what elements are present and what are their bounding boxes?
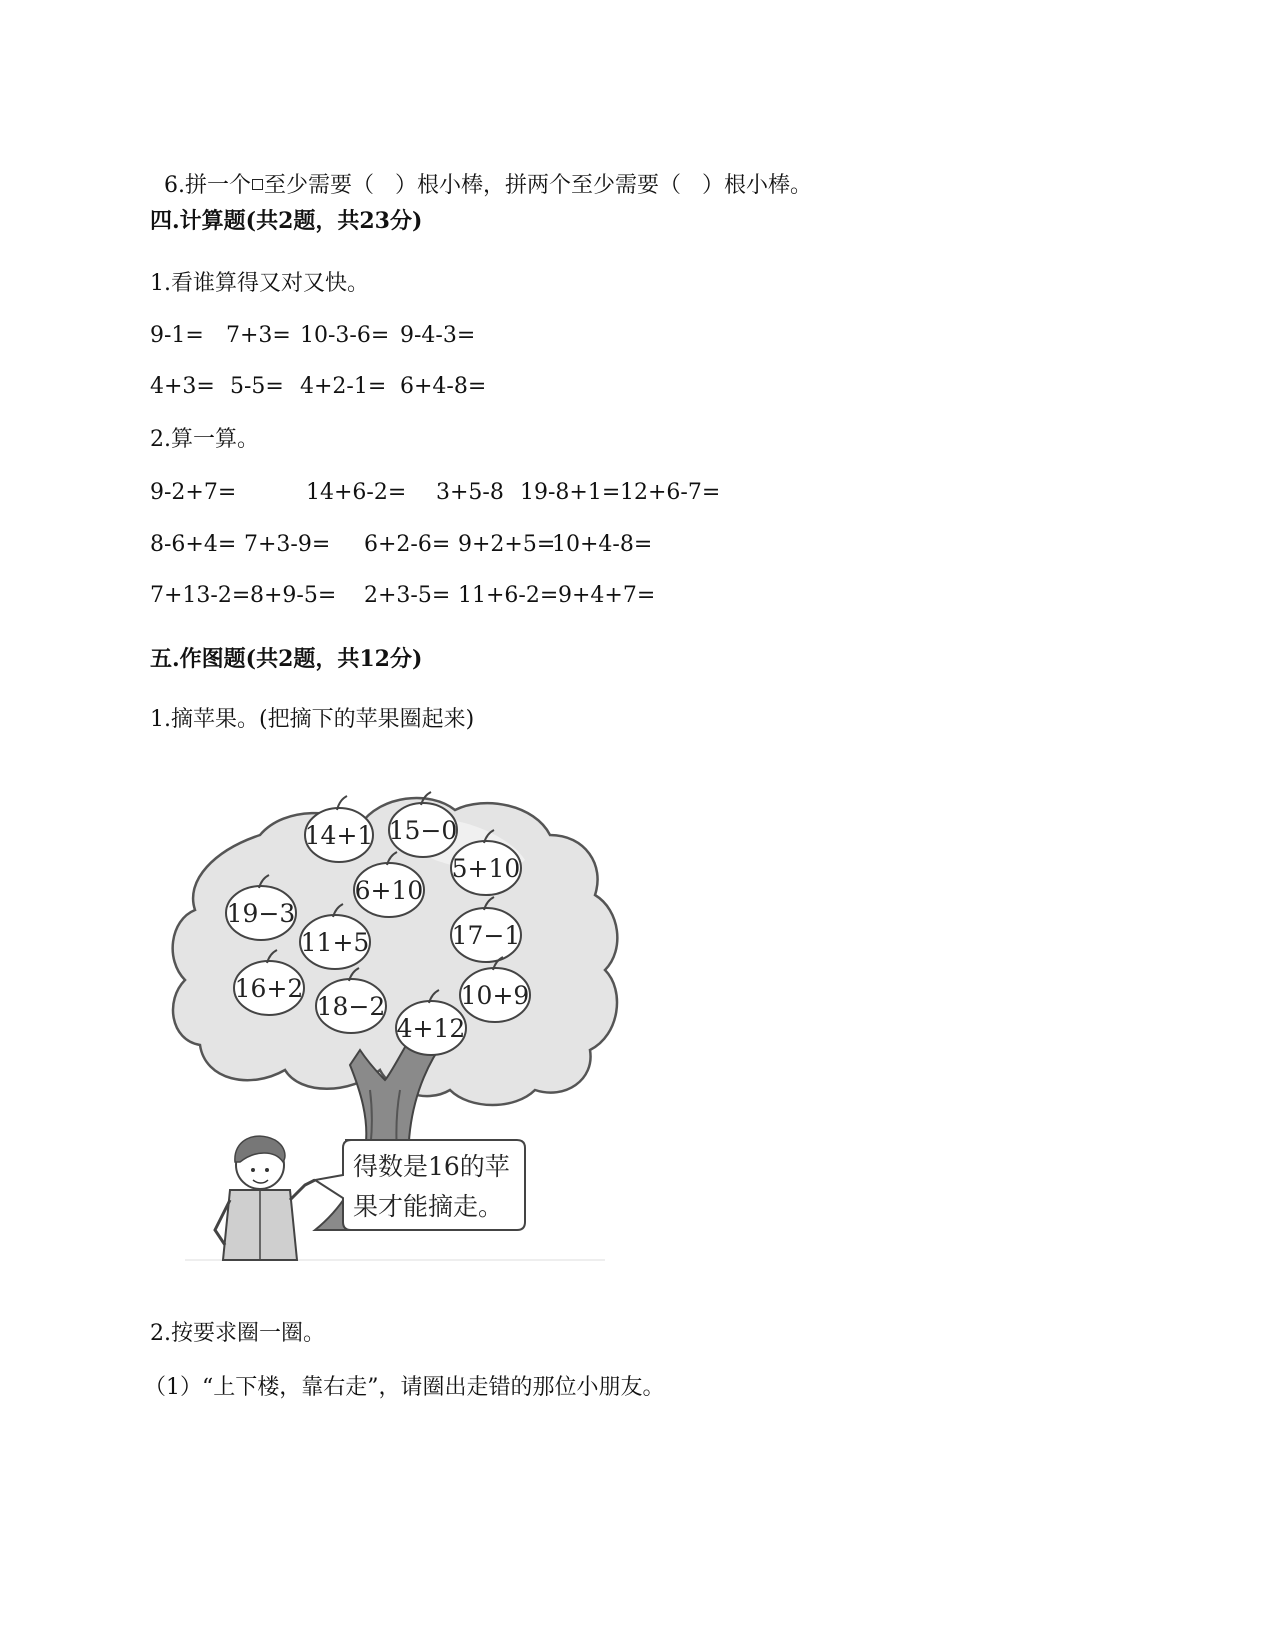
equation: 12+6-7= <box>620 480 721 505</box>
equation: 4+3= <box>150 374 215 399</box>
question-6-text-after: 至少需要（ ）根小棒，拼两个至少需要（ ）根小棒。 <box>264 173 812 198</box>
question-4-1-row-1 <box>150 322 750 350</box>
question-4-2-title: 2.算一算。 <box>150 427 259 452</box>
apple-label: 15−0 <box>388 816 458 845</box>
boy-figure <box>215 1136 315 1260</box>
equation: 9-4-3= <box>400 323 476 348</box>
question-6-text-before: 6.拼一个 <box>164 173 251 198</box>
apple-label: 5+10 <box>451 854 521 883</box>
question-4-2-row-2 <box>150 531 850 559</box>
apple-label: 17−1 <box>451 921 521 950</box>
equation: 7+13-2= <box>150 583 251 608</box>
equation: 7+3= <box>226 323 291 348</box>
question-5-1-title: 1.摘苹果。(把摘下的苹果圈起来) <box>150 707 475 732</box>
apple-tree-illustration <box>165 790 635 1320</box>
equation: 3+5-8 <box>436 480 504 505</box>
equation: 8-6+4= <box>150 532 237 557</box>
equation: 11+6-2= <box>458 583 559 608</box>
equation: 6+2-6= <box>364 532 451 557</box>
question-4-1-row-2 <box>150 373 750 401</box>
apple <box>305 796 374 862</box>
speech-bubble <box>315 1140 525 1230</box>
question-5-2-sub-1: （1）“上下楼，靠右走”，请圈出走错的那位小朋友。 <box>144 1375 665 1400</box>
question-4-2-row-3 <box>150 582 850 610</box>
apple-tree-drawing <box>165 790 635 1320</box>
equation: 8+9-5= <box>250 583 337 608</box>
equation: 10-3-6= <box>300 323 390 348</box>
equation: 6+4-8= <box>400 374 487 399</box>
apple-label: 14+1 <box>304 821 374 850</box>
equation: 5-5= <box>230 374 284 399</box>
speech-line-2: 果才能摘走。 <box>353 1192 504 1221</box>
apple-label: 6+10 <box>354 876 424 905</box>
equation: 10+4-8= <box>552 532 653 557</box>
speech-line-1: 得数是16的苹 <box>353 1152 510 1181</box>
square-shape-icon <box>252 179 263 190</box>
equation: 2+3-5= <box>364 583 451 608</box>
equation: 9-1= <box>150 323 204 348</box>
apple-label: 10+9 <box>460 981 530 1010</box>
apple-label: 11+5 <box>300 928 370 957</box>
equation: 9-2+7= <box>150 480 237 505</box>
question-5-2-title: 2.按要求圈一圈。 <box>150 1321 325 1346</box>
apple-label: 4+12 <box>396 1014 466 1043</box>
equation: 7+3-9= <box>244 532 331 557</box>
equation: 14+6-2= <box>306 480 407 505</box>
equation: 4+2-1= <box>300 374 387 399</box>
section-5-heading: 五.作图题(共2题，共12分) <box>150 646 423 672</box>
question-4-2-row-1 <box>150 479 850 507</box>
question-6 <box>150 144 812 200</box>
apple-label: 19−3 <box>226 899 296 928</box>
question-4-1-title: 1.看谁算得又对又快。 <box>150 271 369 296</box>
equation: 9+4+7= <box>558 583 656 608</box>
section-4-heading: 四.计算题(共2题，共23分) <box>150 208 423 234</box>
apple-label: 18−2 <box>316 992 386 1021</box>
equation: 19-8+1= <box>520 480 621 505</box>
apple-label: 16+2 <box>234 974 304 1003</box>
equation: 9+2+5= <box>458 532 556 557</box>
